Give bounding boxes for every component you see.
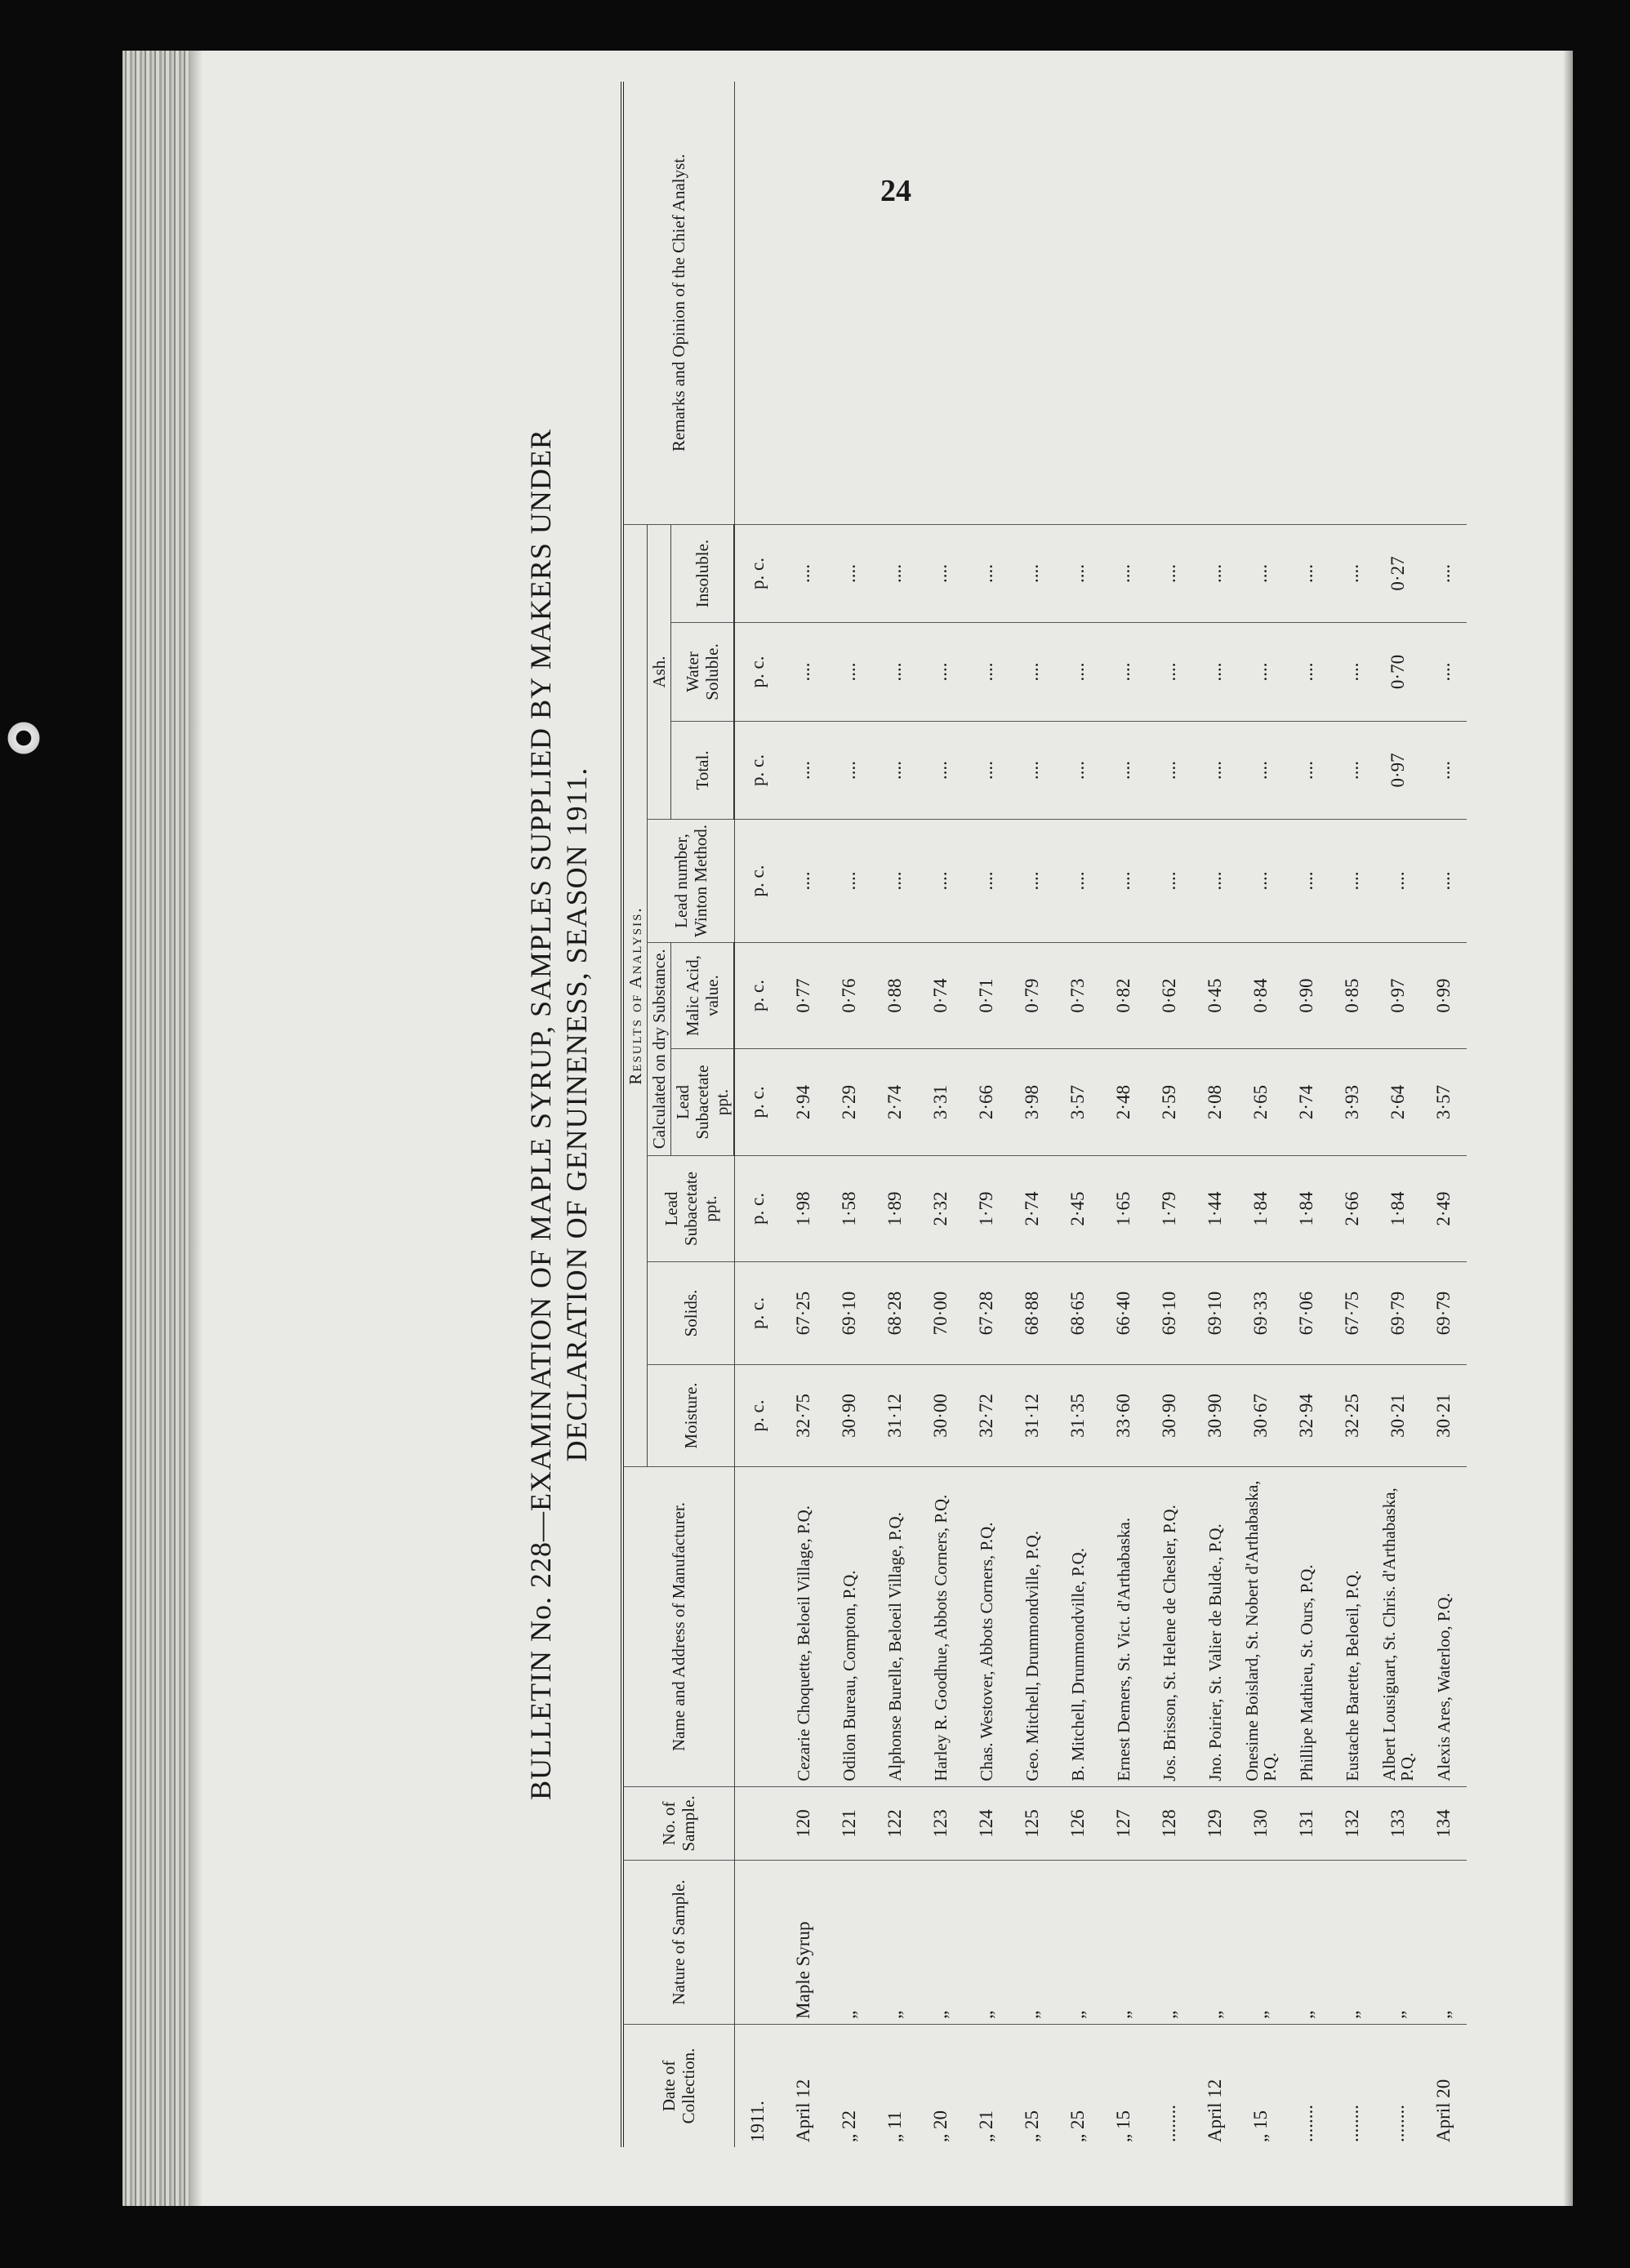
cell-date: April 12 <box>1205 2079 1225 2142</box>
cell-ash-insol: .... <box>1147 524 1192 622</box>
bulletin-title <box>523 82 595 2147</box>
cell-malic: 0·74 <box>918 942 964 1049</box>
unit-label: p. c. <box>734 942 781 1049</box>
cell-lead-sub: 1·98 <box>781 1155 826 1262</box>
cell-lead-num: .... <box>1329 820 1375 943</box>
table-row <box>781 82 826 2147</box>
cell-lead-num: .... <box>1009 820 1055 943</box>
table-row <box>1192 82 1238 2147</box>
unit-label: p. c. <box>734 1049 781 1156</box>
cell-ash-insol: .... <box>1238 524 1284 622</box>
cell-malic: 0·97 <box>1375 942 1421 1049</box>
cell-malic: 0·79 <box>1009 942 1055 1049</box>
cell-moisture: 30·90 <box>1147 1364 1192 1466</box>
cell-lead-dry: 2·74 <box>872 1049 918 1156</box>
scan-artifact-mark <box>7 718 41 758</box>
cell-name: Ernest Demers, St. Vict. d'Arthabaska. <box>1101 1467 1147 1787</box>
cell-malic: 0·88 <box>872 942 918 1049</box>
cell-ash-insol: .... <box>918 524 964 622</box>
cell-nature: „ <box>1284 1861 1329 2025</box>
cell-remarks <box>918 82 964 524</box>
cell-ash-insol: .... <box>964 524 1009 622</box>
cell-date: „ 11 <box>884 2110 905 2142</box>
cell-solids: 70·00 <box>918 1262 964 1364</box>
cell-ash-total: .... <box>872 721 918 819</box>
cell-moisture: 30·90 <box>826 1364 872 1466</box>
header-remarks: Remarks and Opinion of the Chief Analyst. <box>622 82 734 524</box>
analysis-table <box>621 82 1467 2147</box>
unit-label: p. c. <box>734 820 781 943</box>
title-line-2: DECLARATION OF GENUINENESS, SEASON 1911. <box>560 767 593 1462</box>
cell-solids: 67·28 <box>964 1262 1009 1364</box>
unit-label: p. c. <box>734 1364 781 1466</box>
cell-lead-sub: 1·84 <box>1284 1155 1329 1262</box>
cell-moisture: 30·90 <box>1192 1364 1238 1466</box>
cell-date: „ 15 <box>1113 2110 1133 2142</box>
cell-solids: 69·10 <box>1192 1262 1238 1364</box>
unit-label: p. c. <box>734 1155 781 1262</box>
header-results: Results of Analysis. <box>622 524 648 1466</box>
cell-ash-water: .... <box>1147 623 1192 721</box>
cell-ash-total: .... <box>1009 721 1055 819</box>
cell-name: Jno. Poirier, St. Valier de Bulde., P.Q. <box>1192 1467 1238 1787</box>
cell-ash-insol: .... <box>826 524 872 622</box>
cell-ash-total: .... <box>1329 721 1375 819</box>
cell-lead-sub: 2·74 <box>1009 1155 1055 1262</box>
cell-remarks <box>826 82 872 524</box>
title-line-1: BULLETIN No. 228—EXAMINATION OF MAPLE SYRUP, SAMPLES SUPPLIED BY MAKERS UNDER <box>524 429 557 1800</box>
cell-lead-dry: 3·57 <box>1055 1049 1101 1156</box>
cell-malic: 0·82 <box>1101 942 1147 1049</box>
cell-nature: „ <box>1009 1861 1055 2025</box>
cell-malic: 0·62 <box>1147 942 1192 1049</box>
cell-lead-dry: 2·08 <box>1192 1049 1238 1156</box>
header-sample-no: No. of Sample. <box>622 1786 734 1860</box>
cell-date: „ 25 <box>1067 2110 1088 2142</box>
cell-lead-sub: 1·84 <box>1375 1155 1421 1262</box>
cell-solids: 67·06 <box>1284 1262 1329 1364</box>
cell-date: ........ <box>1342 2105 1362 2142</box>
cell-ash-total: .... <box>1238 721 1284 819</box>
cell-moisture: 30·00 <box>918 1364 964 1466</box>
cell-lead-sub: 2·32 <box>918 1155 964 1262</box>
cell-solids: 66·40 <box>1101 1262 1147 1364</box>
cell-ash-total: 0·97 <box>1375 721 1421 819</box>
cell-lead-num: .... <box>918 820 964 943</box>
cell-no: 126 <box>1055 1786 1101 1860</box>
cell-lead-sub: 1·89 <box>872 1155 918 1262</box>
page-binding-edge <box>122 51 196 2206</box>
cell-ash-total: .... <box>964 721 1009 819</box>
cell-remarks <box>1284 82 1329 524</box>
cell-ash-total: .... <box>1055 721 1101 819</box>
cell-malic: 0·71 <box>964 942 1009 1049</box>
cell-name: Alexis Ares, Waterloo, P.Q. <box>1421 1467 1467 1787</box>
cell-no: 133 <box>1375 1786 1421 1860</box>
cell-lead-dry: 2·59 <box>1147 1049 1192 1156</box>
page-number: 24 <box>880 174 911 208</box>
cell-name: Geo. Mitchell, Drummondville, P.Q. <box>1009 1467 1055 1787</box>
cell-ash-water: .... <box>1238 623 1284 721</box>
cell-remarks <box>872 82 918 524</box>
cell-date: April 20 <box>1433 2079 1454 2142</box>
cell-solids: 69·10 <box>826 1262 872 1364</box>
cell-malic: 0·73 <box>1055 942 1101 1049</box>
cell-remarks <box>1147 82 1192 524</box>
header-ash: Ash. <box>648 524 671 819</box>
cell-moisture: 32·94 <box>1284 1364 1329 1466</box>
cell-lead-sub: 1·79 <box>1147 1155 1192 1262</box>
cell-ash-water: .... <box>1329 623 1375 721</box>
cell-nature: Maple Syrup <box>781 1861 826 2025</box>
cell-date: ........ <box>1387 2105 1408 2142</box>
cell-moisture: 32·75 <box>781 1364 826 1466</box>
table-row <box>1238 82 1284 2147</box>
header-nature: Nature of Sample. <box>622 1861 734 2025</box>
cell-lead-num: .... <box>964 820 1009 943</box>
page-right-edge <box>1563 51 1573 2206</box>
cell-lead-dry: 3·93 <box>1329 1049 1375 1156</box>
cell-ash-water: .... <box>1009 623 1055 721</box>
cell-lead-sub: 1·84 <box>1238 1155 1284 1262</box>
cell-name: Harley R. Goodhue, Abbots Corners, P.Q. <box>918 1467 964 1787</box>
cell-ash-total: .... <box>1147 721 1192 819</box>
cell-lead-num: .... <box>1375 820 1421 943</box>
cell-lead-dry: 2·48 <box>1101 1049 1147 1156</box>
header-lead-subacetate: Lead Subacetate ppt. <box>648 1155 735 1262</box>
page-gutter-shadow <box>189 51 203 2206</box>
cell-nature: „ <box>1192 1861 1238 2025</box>
cell-no: 130 <box>1238 1786 1284 1860</box>
cell-date: „ 22 <box>839 2110 859 2142</box>
cell-name: Eustache Barette, Beloeil, P.Q. <box>1329 1467 1375 1787</box>
cell-moisture: 32·72 <box>964 1364 1009 1466</box>
cell-ash-insol: .... <box>1055 524 1101 622</box>
cell-date: „ 15 <box>1250 2110 1271 2142</box>
cell-ash-insol: .... <box>1009 524 1055 622</box>
cell-no: 131 <box>1284 1786 1329 1860</box>
unit-label: p. c. <box>734 524 781 622</box>
cell-no: 128 <box>1147 1786 1192 1860</box>
table-row <box>1147 82 1192 2147</box>
cell-ash-water: .... <box>918 623 964 721</box>
cell-nature: „ <box>872 1861 918 2025</box>
cell-lead-num: .... <box>1284 820 1329 943</box>
cell-no: 125 <box>1009 1786 1055 1860</box>
cell-malic: 0·84 <box>1238 942 1284 1049</box>
cell-solids: 68·88 <box>1009 1262 1055 1364</box>
cell-nature: „ <box>826 1861 872 2025</box>
cell-ash-water: 0·70 <box>1375 623 1421 721</box>
cell-ash-insol: .... <box>1421 524 1467 622</box>
cell-lead-num: .... <box>1147 820 1192 943</box>
table-row <box>872 82 918 2147</box>
cell-nature: „ <box>918 1861 964 2025</box>
cell-moisture: 30·21 <box>1375 1364 1421 1466</box>
header-ash-water: Water Soluble. <box>671 623 735 721</box>
cell-solids: 68·28 <box>872 1262 918 1364</box>
cell-lead-dry: 2·66 <box>964 1049 1009 1156</box>
cell-no: 121 <box>826 1786 872 1860</box>
cell-lead-sub: 2·66 <box>1329 1155 1375 1262</box>
cell-lead-num: .... <box>1238 820 1284 943</box>
cell-no: 122 <box>872 1786 918 1860</box>
analysis-table-wrap <box>621 82 1454 2147</box>
cell-remarks <box>1421 82 1467 524</box>
cell-ash-insol: .... <box>1101 524 1147 622</box>
cell-lead-sub: 1·65 <box>1101 1155 1147 1262</box>
header-manufacturer: Name and Address of Manufacturer. <box>622 1467 734 1787</box>
header-calculated-dry: Calculated on dry Substance. <box>648 942 671 1155</box>
cell-solids: 69·79 <box>1375 1262 1421 1364</box>
cell-lead-sub: 2·45 <box>1055 1155 1101 1262</box>
cell-ash-water: .... <box>1284 623 1329 721</box>
cell-name: Cezarie Choquette, Beloeil Village, P.Q. <box>781 1467 826 1787</box>
table-body <box>734 82 1467 2147</box>
cell-ash-total: .... <box>1192 721 1238 819</box>
cell-nature: „ <box>1147 1861 1192 2025</box>
cell-nature: „ <box>964 1861 1009 2025</box>
cell-lead-num: .... <box>1421 820 1467 943</box>
cell-ash-water: .... <box>1101 623 1147 721</box>
cell-lead-dry: 3·57 <box>1421 1049 1467 1156</box>
cell-name: Chas. Westover, Abbots Corners, P.Q. <box>964 1467 1009 1787</box>
cell-remarks <box>1192 82 1238 524</box>
cell-lead-num: .... <box>781 820 826 943</box>
table-row <box>1009 82 1055 2147</box>
cell-moisture: 32·25 <box>1329 1364 1375 1466</box>
cell-name: Alphonse Burelle, Beloeil Village, P.Q. <box>872 1467 918 1787</box>
table-row <box>1055 82 1101 2147</box>
cell-date: April 12 <box>793 2079 813 2142</box>
cell-name: Onesime Boislard, St. Nobert d'Arthabaska, P.Q. <box>1238 1467 1284 1787</box>
cell-remarks <box>1375 82 1421 524</box>
unit-label: p. c. <box>734 623 781 721</box>
cell-ash-water: .... <box>1055 623 1101 721</box>
cell-moisture: 30·21 <box>1421 1364 1467 1466</box>
year-row <box>734 82 781 2147</box>
cell-nature: „ <box>1055 1861 1101 2025</box>
cell-moisture: 33·60 <box>1101 1364 1147 1466</box>
cell-ash-total: .... <box>918 721 964 819</box>
cell-no: 132 <box>1329 1786 1375 1860</box>
cell-lead-sub: 2·49 <box>1421 1155 1467 1262</box>
table-row <box>1329 82 1375 2147</box>
cell-no: 129 <box>1192 1786 1238 1860</box>
cell-no: 123 <box>918 1786 964 1860</box>
rotated-bulletin <box>523 82 1454 2147</box>
table-row <box>1375 82 1421 2147</box>
cell-remarks <box>1055 82 1101 524</box>
unit-label: p. c. <box>734 1262 781 1364</box>
cell-ash-total: .... <box>1421 721 1467 819</box>
cell-no: 134 <box>1421 1786 1467 1860</box>
cell-remarks <box>1009 82 1055 524</box>
cell-lead-sub: 1·44 <box>1192 1155 1238 1262</box>
cell-moisture: 30·67 <box>1238 1364 1284 1466</box>
cell-name: Jos. Brisson, St. Helene de Chesler, P.Q. <box>1147 1467 1192 1787</box>
table-row <box>1101 82 1147 2147</box>
cell-lead-num: .... <box>872 820 918 943</box>
cell-no: 120 <box>781 1786 826 1860</box>
header-malic-acid: Malic Acid, value. <box>671 942 735 1049</box>
header-ash-insoluble: Insoluble. <box>671 524 735 622</box>
cell-lead-dry: 2·64 <box>1375 1049 1421 1156</box>
cell-malic: 0·99 <box>1421 942 1467 1049</box>
cell-remarks <box>781 82 826 524</box>
cell-nature: „ <box>1421 1861 1467 2025</box>
cell-ash-total: .... <box>1101 721 1147 819</box>
cell-name: Phillipe Mathieu, St. Ours, P.Q. <box>1284 1467 1329 1787</box>
cell-moisture: 31·12 <box>872 1364 918 1466</box>
cell-date: „ 20 <box>930 2110 951 2142</box>
cell-lead-dry: 2·29 <box>826 1049 872 1156</box>
cell-ash-total: .... <box>781 721 826 819</box>
cell-solids: 69·79 <box>1421 1262 1467 1364</box>
cell-lead-sub: 1·58 <box>826 1155 872 1262</box>
cell-solids: 67·25 <box>781 1262 826 1364</box>
cell-nature: „ <box>1238 1861 1284 2025</box>
cell-malic: 0·85 <box>1329 942 1375 1049</box>
cell-lead-dry: 3·98 <box>1009 1049 1055 1156</box>
cell-solids: 67·75 <box>1329 1262 1375 1364</box>
cell-ash-total: .... <box>826 721 872 819</box>
header-date: Date of Collection. <box>622 2024 734 2147</box>
cell-malic: 0·45 <box>1192 942 1238 1049</box>
cell-solids: 68·65 <box>1055 1262 1101 1364</box>
cell-remarks <box>1101 82 1147 524</box>
cell-name: B. Mitchell, Drummondville, P.Q. <box>1055 1467 1101 1787</box>
cell-date: „ 21 <box>976 2110 996 2142</box>
table-row <box>918 82 964 2147</box>
cell-solids: 69·33 <box>1238 1262 1284 1364</box>
cell-ash-water: .... <box>1421 623 1467 721</box>
cell-nature: „ <box>1375 1861 1421 2025</box>
header-moisture: Moisture. <box>648 1364 735 1466</box>
cell-malic: 0·77 <box>781 942 826 1049</box>
table-row <box>1284 82 1329 2147</box>
cell-moisture: 31·35 <box>1055 1364 1101 1466</box>
cell-ash-insol: 0·27 <box>1375 524 1421 622</box>
cell-ash-water: .... <box>826 623 872 721</box>
cell-ash-insol: .... <box>1192 524 1238 622</box>
cell-lead-num: .... <box>1055 820 1101 943</box>
table-row <box>1421 82 1467 2147</box>
header-solids: Solids. <box>648 1262 735 1364</box>
header-ash-total: Total. <box>671 721 735 819</box>
cell-lead-num: .... <box>1101 820 1147 943</box>
cell-lead-num: .... <box>1192 820 1238 943</box>
cell-ash-water: .... <box>781 623 826 721</box>
header-lead-number: Lead number, Winton Method. <box>648 820 735 943</box>
table-row <box>964 82 1009 2147</box>
cell-no: 127 <box>1101 1786 1147 1860</box>
unit-label: p. c. <box>734 721 781 819</box>
cell-lead-sub: 1·79 <box>964 1155 1009 1262</box>
cell-lead-dry: 2·65 <box>1238 1049 1284 1156</box>
cell-ash-water: .... <box>964 623 1009 721</box>
cell-ash-insol: .... <box>781 524 826 622</box>
cell-solids: 69·10 <box>1147 1262 1192 1364</box>
cell-ash-insol: .... <box>1329 524 1375 622</box>
cell-ash-total: .... <box>1284 721 1329 819</box>
cell-remarks <box>964 82 1009 524</box>
cell-date: ........ <box>1296 2105 1316 2142</box>
cell-lead-dry: 3·31 <box>918 1049 964 1156</box>
cell-ash-water: .... <box>872 623 918 721</box>
cell-nature: „ <box>1101 1861 1147 2025</box>
cell-ash-insol: .... <box>872 524 918 622</box>
cell-no: 124 <box>964 1786 1009 1860</box>
cell-name: Odilon Bureau, Compton, P.Q. <box>826 1467 872 1787</box>
cell-date: „ 25 <box>1022 2110 1042 2142</box>
table-row <box>826 82 872 2147</box>
header-lead-sub-dry: Lead Subacetate ppt. <box>671 1049 735 1156</box>
cell-remarks <box>1329 82 1375 524</box>
cell-malic: 0·76 <box>826 942 872 1049</box>
cell-nature: „ <box>1329 1861 1375 2025</box>
cell-lead-num: .... <box>826 820 872 943</box>
cell-name: Albert Lousiguart, St. Chris. d'Arthabaska, P.Q. <box>1375 1467 1421 1787</box>
cell-lead-dry: 2·94 <box>781 1049 826 1156</box>
cell-ash-water: .... <box>1192 623 1238 721</box>
year-label: 1911. <box>746 2101 768 2142</box>
cell-ash-insol: .... <box>1284 524 1329 622</box>
cell-moisture: 31·12 <box>1009 1364 1055 1466</box>
cell-malic: 0·90 <box>1284 942 1329 1049</box>
cell-date: ........ <box>1159 2105 1179 2142</box>
cell-lead-dry: 2·74 <box>1284 1049 1329 1156</box>
cell-remarks <box>1238 82 1284 524</box>
